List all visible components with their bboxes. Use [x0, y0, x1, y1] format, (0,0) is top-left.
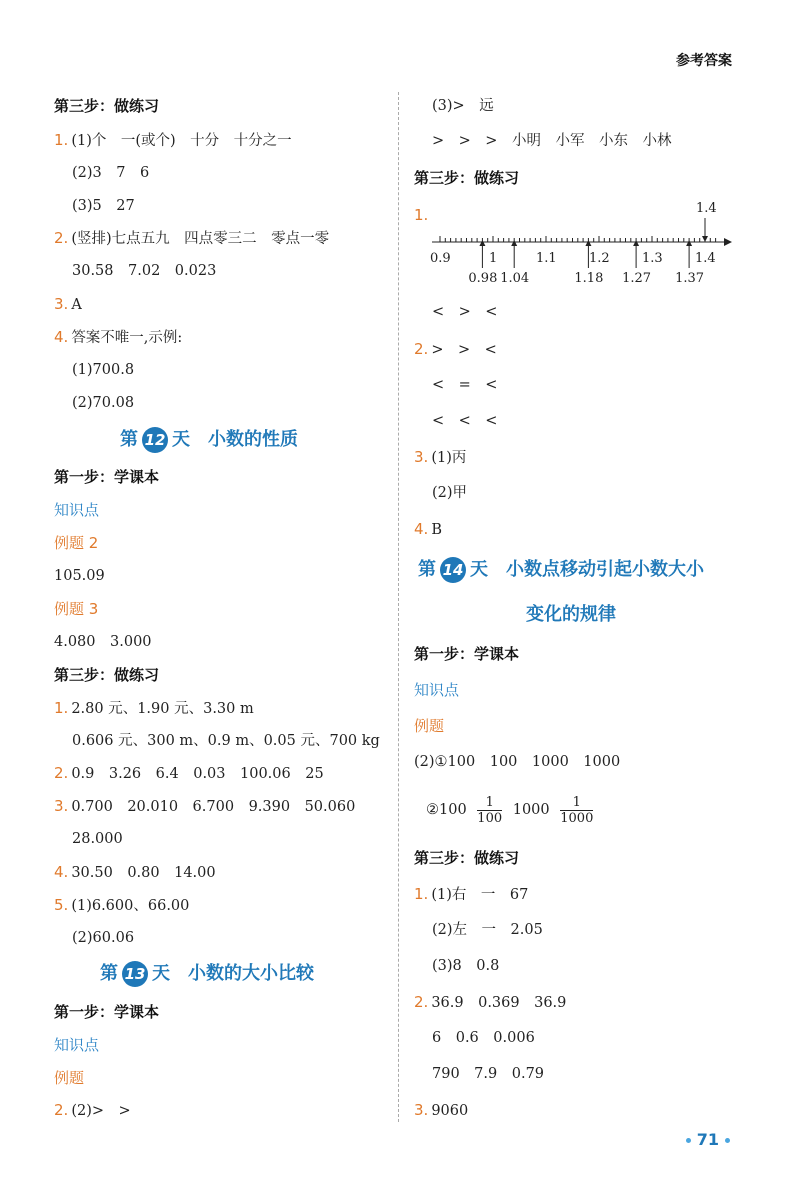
step-heading: 第三步：做练习	[54, 666, 160, 684]
answer-line: < = <	[432, 377, 498, 393]
fraction: $\frac{1}{100}$	[477, 794, 503, 826]
item-number: 3.	[54, 797, 69, 815]
arrow-head	[633, 240, 639, 246]
arrow-label: 1.37	[675, 271, 705, 286]
arrow-label: 0.98	[468, 271, 498, 286]
example-label: 例题	[414, 717, 445, 735]
answer-line: (1)700.8	[72, 362, 135, 378]
arrow-head	[511, 240, 517, 246]
item-number: 5.	[54, 896, 69, 914]
answer-line: (3)5 27	[72, 198, 135, 214]
answer-line: 3. 9060	[414, 1101, 469, 1119]
dot-decoration	[725, 1138, 730, 1143]
knowledge-label: 知识点	[414, 681, 460, 699]
answer-line: 3. 0.700 20.010 6.700 9.390 50.060	[54, 797, 356, 815]
item-number: 3.	[414, 1101, 429, 1119]
arrow-head	[686, 240, 692, 246]
example-label: 例题	[54, 1069, 85, 1087]
step-heading: 第三步：做练习	[54, 97, 160, 115]
page-number: 71	[680, 1130, 736, 1149]
item-number: 4.	[414, 520, 429, 538]
axis-label: 1.3	[642, 251, 663, 266]
answer-line: 1. (1)个 一(或个) 十分 十分之一	[54, 131, 292, 149]
tick-marks	[440, 236, 716, 242]
example-label: 例题 2	[54, 534, 99, 552]
answer-line: < > <	[432, 304, 498, 320]
axis-label: 1.1	[536, 251, 557, 266]
item-number: 1.	[414, 885, 429, 903]
answer-line: 2. (2)> >	[54, 1101, 131, 1119]
dot-decoration	[686, 1138, 691, 1143]
answer-line: 1. (1)右 一 67	[414, 885, 529, 903]
answer-line: 4.080 3.000	[54, 634, 152, 650]
day-title-14-line2: 变化的规律	[526, 604, 616, 625]
item-number: 1.	[54, 699, 69, 717]
answer-line: (2)70.08	[72, 395, 135, 411]
header-label: 参考答案	[676, 53, 732, 69]
answer-line: (2)①100 100 1000 1000	[414, 754, 621, 770]
answer-line: 3. (1)丙	[414, 448, 467, 466]
item-number: 3.	[54, 295, 69, 313]
answer-line: 2. 36.9 0.369 36.9	[414, 993, 567, 1011]
day-title-13: 第 13 天 小数的大小比较	[100, 961, 314, 987]
answer-line: 6 0.6 0.006	[432, 1030, 535, 1046]
axis-labels	[430, 251, 716, 266]
step-heading: 第一步：学课本	[54, 468, 160, 486]
answer-line: 790 7.9 0.79	[432, 1066, 545, 1082]
day-title-14: 第 14 天 小数点移动引起小数大小	[418, 557, 704, 583]
fraction: $\frac{1}{1000}$	[560, 794, 594, 826]
day-badge: 14	[440, 557, 466, 583]
number-line	[420, 196, 740, 296]
answer-line: 3. A	[54, 295, 82, 313]
axis-arrowhead	[724, 238, 732, 246]
axis-label: 0.9	[430, 251, 451, 266]
answer-line: 5. (1)6.600、66.00	[54, 896, 190, 914]
arrow-label: 1.27	[622, 271, 652, 286]
day-badge: 12	[142, 427, 168, 453]
knowledge-label: 知识点	[54, 1036, 100, 1054]
day-title-12: 第 12 天 小数的性质	[120, 427, 298, 453]
item-number: 2.	[54, 764, 69, 782]
item-number: 2.	[414, 993, 429, 1011]
answer-line: 2. 0.9 3.26 6.4 0.03 100.06 25	[54, 764, 324, 782]
arrow-head	[479, 240, 485, 246]
step-heading: 第一步：学课本	[414, 645, 520, 663]
answer-line: (3)8 0.8	[432, 958, 500, 974]
answer-line: 2. > > <	[414, 340, 497, 358]
answer-line: < < <	[432, 413, 498, 429]
item-number: 2.	[54, 229, 69, 247]
answer-line: 28.000	[72, 831, 123, 847]
answer-line: 4. B	[414, 520, 442, 538]
example-label: 例题 3	[54, 600, 99, 618]
top-label: 1.4	[696, 201, 717, 216]
column-divider	[398, 92, 399, 1122]
step-heading: 第三步：做练习	[414, 849, 520, 867]
item-number: 1.	[54, 131, 69, 149]
answer-line-fractions: ②100 $\frac{1}{100}$ 1000 $\frac{1}{1000}$	[426, 794, 594, 826]
answer-line: (2)3 7 6	[72, 165, 150, 181]
item-number: 4.	[54, 863, 69, 881]
answer-line: (2)左 一 2.05	[432, 922, 543, 938]
item-number: 1.	[414, 206, 429, 224]
knowledge-label: 知识点	[54, 501, 100, 519]
day-badge: 13	[122, 961, 148, 987]
step-heading: 第三步：做练习	[414, 169, 520, 187]
arrow-labels	[468, 271, 704, 286]
item-number: 2.	[414, 340, 429, 358]
answer-line: > > > 小明 小军 小东 小林	[432, 133, 672, 149]
arrow-head	[585, 240, 591, 246]
answer-line: 0.606 元、300 m、0.9 m、0.05 元、700 kg	[72, 733, 380, 749]
answer-line: (2)甲	[432, 485, 468, 501]
item-number: 4.	[54, 328, 69, 346]
arrow-label: 1.18	[574, 271, 604, 286]
step-heading: 第一步：学课本	[54, 1003, 160, 1021]
answer-line: 1. 2.80 元、1.90 元、3.30 m	[54, 699, 254, 717]
top-arrow-head	[702, 236, 708, 242]
answer-line: 4. 30.50 0.80 14.00	[54, 863, 216, 881]
axis-label: 1	[489, 251, 498, 266]
arrow-label: 1.04	[500, 271, 530, 286]
answer-line: 105.09	[54, 568, 105, 584]
answer-line: (3)> 远	[432, 98, 494, 114]
item-number: 3.	[414, 448, 429, 466]
item-number: 2.	[54, 1101, 69, 1119]
answer-line: (2)60.06	[72, 930, 135, 946]
answer-line: 30.58 7.02 0.023	[72, 263, 217, 279]
answer-line: 4. 答案不唯一,示例:	[54, 328, 183, 346]
axis-label: 1.4	[695, 251, 716, 266]
answer-line: 2. (竖排)七点五九 四点零三二 零点一零	[54, 229, 330, 247]
axis-label: 1.2	[589, 251, 610, 266]
